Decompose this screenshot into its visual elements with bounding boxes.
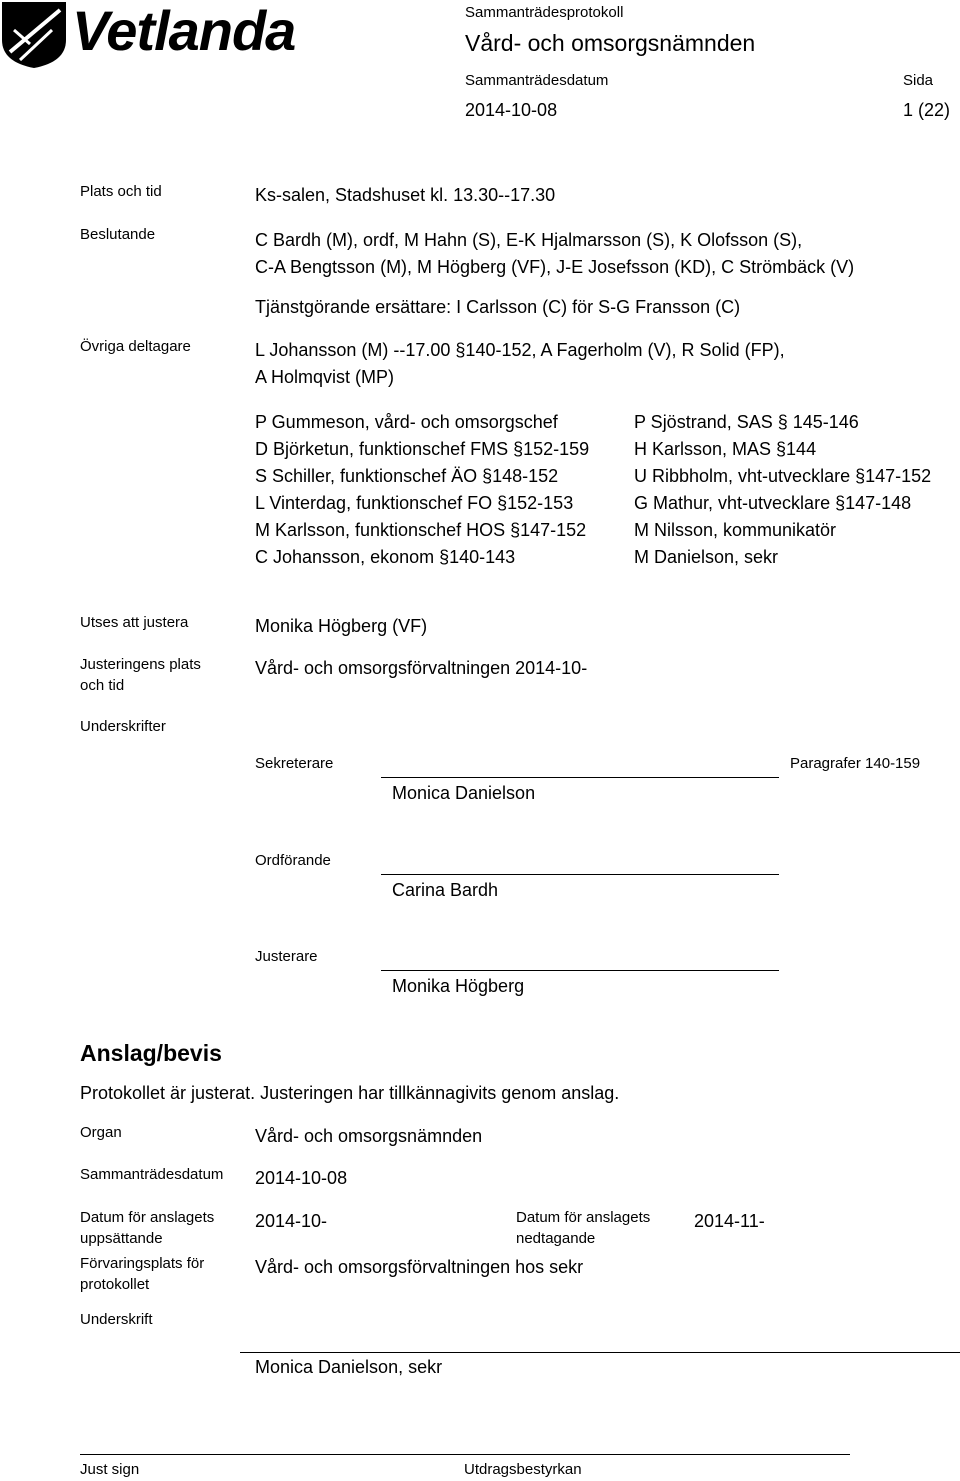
others-label: Övriga deltagare (80, 338, 191, 355)
notice-signature-label: Underskrift (80, 1311, 153, 1328)
secretary-signature-line (381, 777, 779, 778)
date-value: 2014-10-08 (465, 100, 558, 120)
adjust-place-value: Vård- och omsorgsförvaltningen 2014-10- (255, 658, 588, 678)
removed-value: 2014-11- (694, 1211, 765, 1231)
paragraphs-range: Paragrafer 140-159 (790, 755, 921, 772)
storage-label-2: protokollet (80, 1276, 150, 1293)
notice-date-value: 2014-10-08 (255, 1168, 348, 1188)
list-item: D Björketun, funktionschef FMS §152-159 (255, 439, 590, 459)
page-value: 1 (22) (903, 100, 951, 120)
list-item: H Karlsson, MAS §144 (634, 439, 817, 459)
posted-value: 2014-10- (255, 1211, 328, 1231)
doc-type: Sammanträdesprotokoll (465, 4, 624, 21)
coat-of-arms-icon (0, 0, 70, 70)
signatures-label: Underskrifter (80, 718, 166, 735)
removed-label-2: nedtagande (516, 1230, 596, 1247)
date-label: Sammanträdesdatum (465, 72, 609, 89)
logo-wordmark: Vetlanda (72, 0, 296, 62)
organ-label: Organ (80, 1124, 122, 1141)
posted-label-2: uppsättande (80, 1230, 163, 1247)
list-item: M Danielson, sekr (634, 547, 779, 567)
removed-label-1: Datum för anslagets (516, 1209, 651, 1226)
others-line-2: A Holmqvist (MP) (255, 367, 395, 387)
notice-statement: Protokollet är justerat. Justeringen har tillkännagivits genom anslag. (80, 1083, 620, 1103)
officials-left-list (255, 409, 589, 571)
chair-name: Carina Bardh (392, 880, 499, 900)
posted-label-1: Datum för anslagets (80, 1209, 215, 1226)
chair-label: Ordförande (255, 852, 331, 869)
list-item: S Schiller, funktionschef ÄO §148-152 (255, 466, 559, 486)
place-label: Plats och tid (80, 183, 162, 200)
adjuster-name: Monika Högberg (392, 976, 525, 996)
notice-date-label: Sammanträdesdatum (80, 1166, 224, 1183)
deciding-label: Beslutande (80, 226, 156, 243)
list-item: L Vinterdag, funktionschef FO §152-153 (255, 493, 574, 513)
substitute-line: Tjänstgörande ersättare: I Carlsson (C) för S-G Fransson (C) (255, 297, 741, 317)
footer-just-sign: Just sign (80, 1461, 140, 1478)
deciding-line-1: C Bardh (M), ordf, M Hahn (S), E-K Hjalmarsson (S), K Olofsson (S), (255, 230, 803, 250)
adjuster-label: Justerare (255, 948, 318, 965)
list-item: U Ribbholm, vht-utvecklare §147-152 (634, 466, 932, 486)
deciding-line-2: C-A Bengtsson (M), M Högberg (VF), J-E Josefsson (KD), C Strömbäck (V) (255, 257, 855, 277)
secretary-name: Monica Danielson (392, 783, 536, 803)
list-item: M Karlsson, funktionschef HOS §147-152 (255, 520, 587, 540)
storage-value: Vård- och omsorgsförvaltningen hos sekr (255, 1257, 584, 1277)
committee-title: Vård- och omsorgsnämnden (465, 30, 756, 56)
appointed-label: Utses att justera (80, 614, 189, 631)
notice-signature-line (240, 1352, 960, 1353)
organ-value: Vård- och omsorgsnämnden (255, 1126, 483, 1146)
place-value: Ks-salen, Stadshuset kl. 13.30--17.30 (255, 185, 556, 205)
list-item: P Gummeson, vård- och omsorgschef (255, 412, 558, 432)
page-label: Sida (903, 72, 934, 89)
list-item: P Sjöstrand, SAS § 145-146 (634, 412, 859, 432)
adjuster-signature-line (381, 970, 779, 971)
storage-label-1: Förvaringsplats för (80, 1255, 205, 1272)
municipality-logo (0, 0, 300, 70)
footer-extract: Utdragsbestyrkan (464, 1461, 582, 1478)
notice-heading: Anslag/bevis (80, 1040, 222, 1066)
chair-signature-line (381, 874, 779, 875)
adjust-place-label-1: Justeringens plats (80, 656, 201, 673)
adjust-place-label-2: och tid (80, 677, 125, 694)
list-item: C Johansson, ekonom §140-143 (255, 547, 516, 567)
others-line-1: L Johansson (M) --17.00 §140-152, A Fagerholm (V), R Solid (FP), (255, 340, 785, 360)
appointed-value: Monika Högberg (VF) (255, 616, 428, 636)
list-item: M Nilsson, kommunikatör (634, 520, 837, 540)
list-item: G Mathur, vht-utvecklare §147-148 (634, 493, 912, 513)
notice-signature-name: Monica Danielson, sekr (255, 1357, 443, 1377)
officials-right-list (634, 409, 931, 571)
secretary-label: Sekreterare (255, 755, 334, 772)
footer-line (80, 1454, 850, 1455)
